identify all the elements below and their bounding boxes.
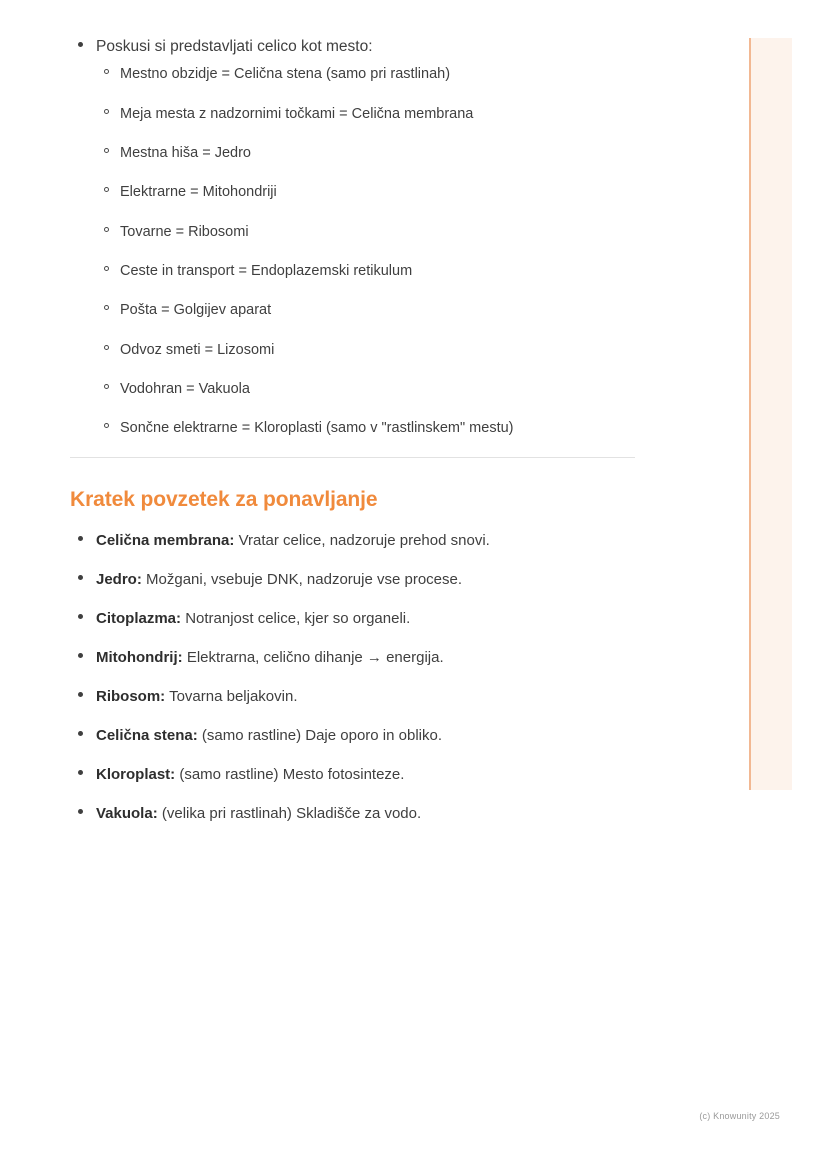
list-item <box>70 686 640 707</box>
decorative-side-panel-edge <box>749 38 751 790</box>
analogy-item-text: Meja mesta z nadzornimi točkami = Celična membrana <box>120 105 474 122</box>
summary-text: Vratar celice, nadzoruje prehod snovi. <box>238 532 490 550</box>
summary-term: Ribosom: <box>96 688 166 706</box>
list-item <box>70 608 640 629</box>
summary-term: Kloroplast: <box>96 766 176 784</box>
hollow-bullet-icon <box>104 384 109 389</box>
analogy-item-text: Mestno obzidje = Celična stena (samo pri rastlinah) <box>120 66 451 83</box>
bullet-icon <box>78 42 83 47</box>
analogy-item-text: Elektrarne = Mitohondriji <box>120 184 277 201</box>
hollow-bullet-icon <box>104 305 109 310</box>
bullet-icon <box>78 770 83 775</box>
page-title: Kratek povzetek za ponavljanje <box>70 488 378 512</box>
summary-text: (velika pri rastlinah) Skladišče za vodo. <box>161 805 422 823</box>
bullet-icon <box>78 614 83 619</box>
list-item <box>70 725 640 746</box>
analogy-item-text: Vodohran = Vakuola <box>120 380 250 397</box>
bullet-icon <box>78 536 83 541</box>
summary-term: Celična membrana: <box>96 532 235 550</box>
hollow-bullet-icon <box>104 69 109 74</box>
summary-text: Tovarna beljakovin. <box>169 688 298 706</box>
summary-text: Notranjost celice, kjer so organeli. <box>185 610 411 628</box>
analogy-item-text: Odvoz smeti = Lizosomi <box>120 341 275 358</box>
analogy-item-text: Ceste in transport = Endoplazemski retikulum <box>120 262 413 279</box>
document-content <box>70 36 640 842</box>
summary-term: Jedro: <box>96 571 142 589</box>
decorative-side-panel <box>749 38 792 790</box>
hollow-bullet-icon <box>104 227 109 232</box>
list-item <box>96 261 640 281</box>
summary-list <box>70 530 640 824</box>
hollow-bullet-icon <box>104 187 109 192</box>
analogy-sublist <box>96 64 640 438</box>
list-item <box>70 647 640 668</box>
summary-term: Mitohondrij: <box>96 649 183 667</box>
summary-text: Možgani, vsebuje DNK, nadzoruje vse procese. <box>146 571 463 589</box>
list-item <box>96 143 640 163</box>
analogy-item-text: Mestna hiša = Jedro <box>120 145 251 162</box>
summary-term: Citoplazma: <box>96 610 182 628</box>
hollow-bullet-icon <box>104 109 109 114</box>
list-item <box>70 36 640 438</box>
hollow-bullet-icon <box>104 423 109 428</box>
list-item <box>96 340 640 360</box>
copyright-footer: (c) Knowunity 2025 <box>699 1111 780 1121</box>
summary-term: Celična stena: <box>96 727 198 745</box>
summary-term: Vakuola: <box>96 805 158 823</box>
bullet-icon <box>78 692 83 697</box>
list-item <box>96 300 640 320</box>
analogy-item-text: Sončne elektrarne = Kloroplasti (samo v "rastlinskem" mestu) <box>120 420 514 437</box>
analogy-item-text: Tovarne = Ribosomi <box>120 223 249 240</box>
section-divider <box>70 457 635 458</box>
bullet-icon <box>78 653 83 658</box>
list-item <box>96 222 640 242</box>
list-item <box>70 803 640 824</box>
analogy-list <box>70 36 640 438</box>
list-item <box>96 104 640 124</box>
list-item <box>96 379 640 399</box>
bullet-icon <box>78 809 83 814</box>
list-item <box>96 182 640 202</box>
list-item <box>96 418 640 438</box>
hollow-bullet-icon <box>104 345 109 350</box>
summary-text: (samo rastline) Daje oporo in obliko. <box>201 727 443 745</box>
bullet-icon <box>78 731 83 736</box>
list-item <box>96 64 640 84</box>
list-item <box>70 530 640 551</box>
summary-text: (samo rastline) Mesto fotosinteze. <box>179 766 405 784</box>
summary-text: Elektrarna, celično dihanje → energija. <box>186 649 444 667</box>
bullet-icon <box>78 575 83 580</box>
list-item <box>70 569 640 590</box>
analogy-intro-text: Poskusi si predstavljati celico kot mesto: <box>96 38 373 55</box>
list-item <box>70 764 640 785</box>
hollow-bullet-icon <box>104 148 109 153</box>
hollow-bullet-icon <box>104 266 109 271</box>
analogy-item-text: Pošta = Golgijev aparat <box>120 302 272 319</box>
